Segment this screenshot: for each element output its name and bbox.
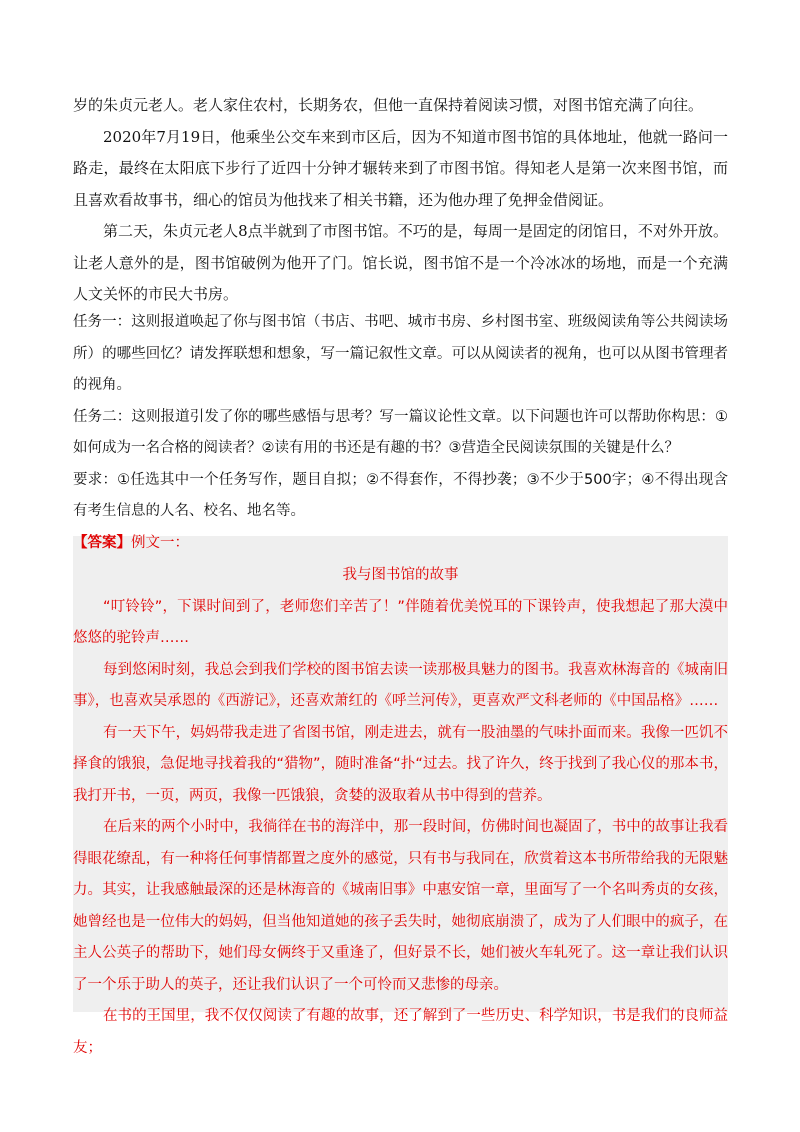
essay-paragraph-3: 有一天下午，妈妈带我走进了省图书馆，刚走进去，就有一股油墨的气味扑面而来。我像一匹饥不择食的饿狼，急促地寻找着我的“猎物”，随时准备“扑“过去。找了许久，终于找到了我心仪的那本书，我打开书，一页，两页，我像一匹饿狼，贪婪的汲取着从书中得到的营养。	[73, 724, 728, 804]
essay-paragraph-5: 在书的王国里，我不仅仅阅读了有趣的故事，还了解到了一些历史、科学知识，书是我们的良师益友；	[73, 1008, 728, 1056]
writing-tasks	[73, 307, 728, 528]
answer-label: 【答案】	[73, 535, 131, 551]
essay-paragraph-2: 每到悠闲时刻，我总会到我们学校的图书馆去读一读那极具魅力的图书。我喜欢林海音的《城南旧事》，也喜欢吴承恩的《西游记》，还喜欢萧红的《呼兰河传》，更喜欢严文科老师的《中国品格》……	[73, 661, 728, 709]
news-report	[73, 90, 728, 311]
essay-title: 我与图书馆的故事	[342, 567, 459, 583]
sample-essay	[73, 560, 728, 1064]
sample-label: 例文一：	[131, 535, 189, 551]
intro-paragraph-2: 2020年7月19日，他乘坐公交车来到市区后，因为不知道市图书馆的具体地址，他就一路问一路走，最终在太阳底下步行了近四十分钟才辗转来到了市图书馆。得知老人是第一次来图书馆，而且喜欢看故事书，细心的馆员为他找来了相关书籍，还为他办理了免押金借阅证。	[73, 127, 728, 209]
intro-paragraph-1: 岁的朱贞元老人。老人家住农村，长期务农，但他一直保持着阅读习惯，对图书馆充满了向往。	[73, 96, 704, 114]
task-one: 任务一：这则报道唤起了你与图书馆（书店、书吧、城市书房、乡村图书室、班级阅读角等公共阅读场所）的哪些回忆？请发挥联想和想象，写一篇记叙性文章。可以从阅读者的视角，也可以从图书管理者的视角。	[73, 314, 728, 393]
essay-paragraph-1: “叮铃铃”，下课时间到了，老师您们辛苦了！”伴随着优美悦耳的下课铃声，使我想起了那大漠中悠悠的驼铃声……	[73, 598, 728, 646]
intro-paragraph-3: 第二天，朱贞元老人8点半就到了市图书馆。不巧的是，每周一是固定的闭馆日，不对外开放。让老人意外的是，图书馆破例为他开了门。馆长说，图书馆不是一个冷冰冰的场地，而是一个充满人文关怀的市民大书房。	[73, 222, 728, 303]
answer-heading	[73, 528, 189, 559]
requirements: 要求：①任选其中一个任务写作，题目自拟；②不得套作，不得抄袭；③不少于500字；④不得出现含有考生信息的人名、校名、地名等。	[73, 471, 728, 519]
task-two: 任务二：这则报道引发了你的哪些感悟与思考？写一篇议论性文章。以下问题也许可以帮助你构思：①如何成为一名合格的阅读者？②读有用的书还是有趣的书？③营造全民阅读氛围的关键是什么？	[73, 408, 728, 456]
essay-paragraph-4: 在后来的两个小时中，我徜徉在书的海洋中，那一段时间，仿佛时间也凝固了，书中的故事让我看得眼花缭乱，有一种将任何事情都置之度外的感觉，只有书与我同在，欣赏着这本书所带给我的无限魅力。其实，让我感触最深的还是林海音的《城南旧事》中惠安馆一章，里面写了一个名叫秀贞的女孩，她曾经也是一位伟大的妈妈，但当他知道她的孩子丢失时，她彻底崩溃了，成为了人们眼中的疯子，在主人公英子的帮助下，她们母女俩终于又重逢了，但好景不长，她们被火车轧死了。这一章让我们认识了一个乐于助人的英子，还让我们认识了一个可怜而又悲惨的母亲。	[73, 819, 728, 993]
